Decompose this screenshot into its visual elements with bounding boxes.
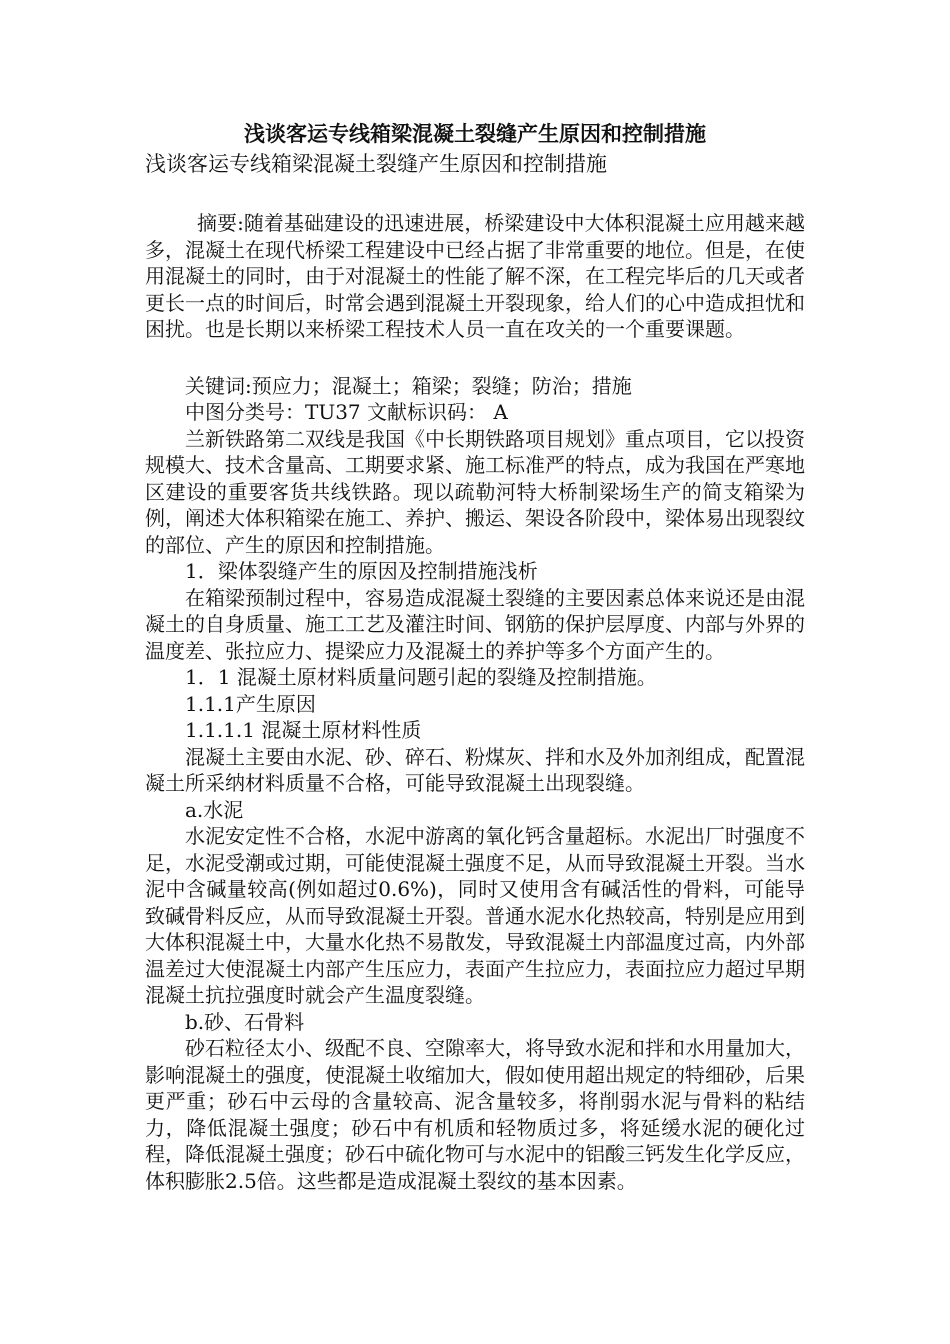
classification-line: 中图分类号：TU37 文献标识码： A (185, 400, 508, 424)
keywords-line: 关键词:预应力；混凝土；箱梁；裂缝；防治；措施 (185, 373, 632, 398)
section-1-1-heading: 1．1 混凝土原材料质量问题引起的裂缝及控制措施。 (185, 665, 657, 689)
document-subtitle: 浅谈客运专线箱梁混凝土裂缝产生原因和控制措施 (145, 152, 607, 176)
intro-paragraph: 兰新铁路第二双线是我国《中长期铁路项目规划》重点项目，它以投资规模大、技术含量高、工期要求紧、施工标准严的特点，成为我国在严寒地区建设的重要客货共线铁路。现以疏勒河特大桥制梁场生产的简支箱梁为例，阐述大体积箱梁在施工、养护、搬运、架设各阶段中，梁体易出现裂纹的部位、产生的原因和控制措施。 (145, 426, 805, 557)
section-1-heading: 1．梁体裂缝产生的原因及控制措施浅析 (185, 559, 538, 583)
cement-paragraph: 水泥安定性不合格，水泥中游离的氧化钙含量超标。水泥出厂时强度不足，水泥受潮或过期，可能使混凝土强度不足，从而导致混凝土开裂。当水泥中含碱量较高(例如超过0.6%)，同时又使用含有碱活性的骨料，可能导致碱骨料反应，从而导致混凝土开裂。普通水泥水化热较高，特别是应用到大体积混凝土中，大量水化热不易散发，导致混凝土内部温度过高，内外部温差过大使混凝土内部产生压应力，表面产生拉应力，表面拉应力超过早期混凝土抗拉强度时就会产生温度裂缝。 (145, 824, 805, 1007)
spacer (145, 343, 805, 373)
cement-heading: a.水泥 (185, 797, 244, 822)
document-title: 浅谈客运专线箱梁混凝土裂缝产生原因和控制措施 (244, 121, 706, 146)
aggregate-paragraph: 砂石粒径太小、级配不良、空隙率大，将导致水泥和拌和水用量加大，影响混凝土的强度，使混凝土收缩加大，假如使用超出规定的特细砂，后果更严重；砂石中云母的含量较高、泥含量较多，将削弱水泥与骨料的粘结力，降低混凝土强度；砂石中有机质和轻物质过多，将延缓水泥的硬化过程，降低混凝土强度；砂石中硫化物可与水泥中的铝酸三钙发生化学反应，体积膨胀2.5倍。这些都是造成混凝土裂纹的基本因素。 (145, 1036, 805, 1193)
section-1-1-1-heading: 1.1.1产生原因 (185, 691, 316, 716)
document-body (145, 118, 805, 1194)
abstract-paragraph: 摘要:随着基础建设的迅速进展，桥梁建设中大体积混凝土应用越来越多，混凝土在现代桥梁工程建设中已经占据了非常重要的地位。但是，在使用混凝土的同时，由于对混凝土的性能了解不深，在工程完毕后的几天或者更长一点的时间后，时常会遇到混凝土开裂现象，给人们的心中造成担忧和困扰。也是长期以来桥梁工程技术人员一直在攻关的一个重要课题。 (145, 211, 805, 341)
aggregate-heading: b.砂、石骨料 (185, 1009, 305, 1034)
section-1-1-1-1-paragraph: 混凝土主要由水泥、砂、碎石、粉煤灰、拌和水及外加剂组成，配置混凝土所采纳材料质量不合格，可能导致混凝土出现裂缝。 (145, 744, 805, 795)
section-1-paragraph: 在箱梁预制过程中，容易造成混凝土裂缝的主要因素总体来说还是由混凝土的自身质量、施工工艺及灌注时间、钢筋的保护层厚度、内部与外界的温度差、张拉应力、提梁应力及混凝土的养护等多个方面产生的。 (145, 585, 805, 663)
section-1-1-1-1-heading: 1.1.1.1 混凝土原材料性质 (185, 718, 422, 742)
